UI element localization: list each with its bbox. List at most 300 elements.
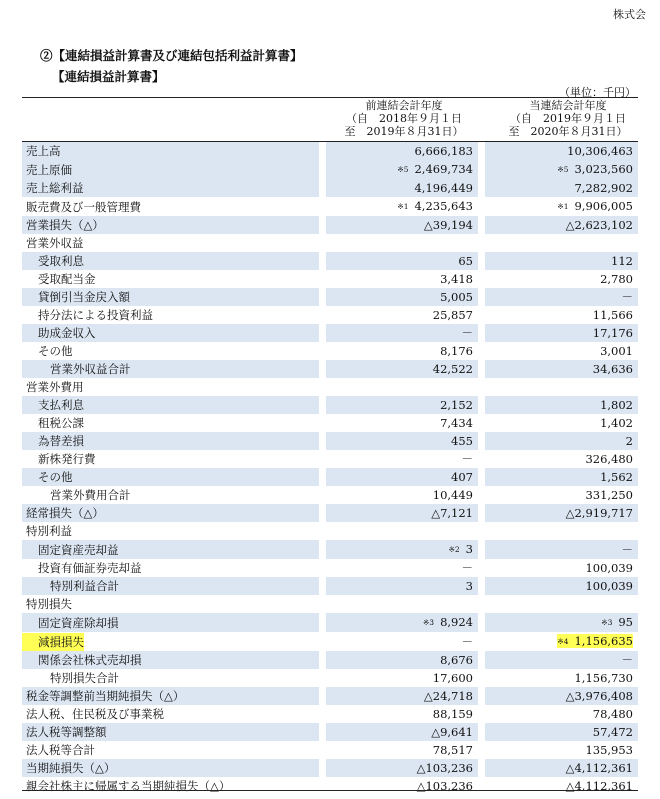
- column-gap: [478, 142, 485, 160]
- table-row: [22, 613, 638, 632]
- row-label-cell: [22, 432, 319, 450]
- column-gap: [478, 468, 485, 486]
- column-gap: [478, 759, 485, 777]
- prev-year-value: 25,857: [432, 308, 473, 322]
- value-wrap: [593, 326, 633, 340]
- value-wrap: [557, 199, 633, 213]
- table-row: [22, 450, 638, 468]
- curr-year-value-cell: [485, 342, 638, 360]
- column-gap: [319, 160, 326, 179]
- table-row: [22, 777, 638, 795]
- value-wrap: [593, 308, 633, 322]
- column-gap: [478, 522, 485, 540]
- row-label-cell: [22, 378, 319, 396]
- curr-year-value: 1,156,730: [574, 671, 633, 685]
- curr-year-value-cell: [485, 197, 638, 216]
- prev-year-value-cell: [326, 432, 478, 450]
- prev-year-value-cell: [326, 414, 478, 432]
- curr-year-value-cell: [485, 777, 638, 795]
- table-row: [22, 705, 638, 723]
- row-label-cell: [22, 160, 319, 179]
- prev-year-value-cell: [326, 741, 478, 759]
- table-row: [22, 396, 638, 414]
- value-wrap: [593, 707, 633, 721]
- row-label-cell: [22, 234, 319, 252]
- column-gap: [319, 651, 326, 669]
- column-gap: [319, 197, 326, 216]
- row-label-cell: [22, 741, 319, 759]
- curr-year-value-cell: [485, 432, 638, 450]
- curr-year-value: －: [621, 653, 633, 667]
- row-label: その他: [38, 344, 73, 358]
- curr-year-value-cell: [485, 577, 638, 595]
- row-label-cell: [22, 651, 319, 669]
- column-gap: [319, 540, 326, 559]
- curr-year-value: 1,802: [600, 398, 633, 412]
- curr-year-value-cell: [485, 468, 638, 486]
- value-wrap: [622, 543, 634, 557]
- footnote-mark: ※4: [557, 637, 569, 646]
- curr-year-value-cell: [485, 160, 638, 179]
- curr-year-value-cell: [485, 324, 638, 342]
- curr-year-value: －: [621, 290, 633, 304]
- column-gap: [319, 234, 326, 252]
- value-wrap: [431, 506, 473, 520]
- prev-year-value-cell: [326, 306, 478, 324]
- prev-year-value: 8,676: [440, 653, 473, 667]
- prev-year-value: －: [461, 634, 473, 649]
- prev-year-value-cell: [326, 522, 478, 540]
- column-gap: [319, 741, 326, 759]
- column-gap: [478, 632, 485, 651]
- curr-year-value-cell: [485, 179, 638, 197]
- value-wrap: [566, 506, 633, 520]
- row-label-cell: [22, 540, 319, 559]
- table-row: [22, 378, 638, 396]
- row-label: 営業損失（△）: [26, 218, 104, 232]
- column-gap: [319, 577, 326, 595]
- column-gap: [478, 450, 485, 468]
- column-gap: [319, 705, 326, 723]
- table-row: [22, 216, 638, 234]
- column-gap: [478, 432, 485, 450]
- prev-year-value-cell: [326, 559, 478, 577]
- value-wrap: [417, 761, 473, 775]
- prev-year-value-cell: [326, 252, 478, 270]
- value-wrap: [433, 488, 473, 502]
- table-row: [22, 288, 638, 306]
- value-wrap: [626, 434, 633, 448]
- table-row: [22, 270, 638, 288]
- column-gap: [319, 142, 326, 160]
- row-label-cell: [22, 342, 319, 360]
- curr-year-value: －: [621, 542, 633, 557]
- prev-year-value: 4,235,643: [414, 199, 473, 213]
- column-gap: [478, 342, 485, 360]
- column-gap: [478, 360, 485, 378]
- prev-year-value-cell: [326, 759, 478, 777]
- value-wrap: [433, 671, 473, 685]
- table-row: [22, 324, 638, 342]
- curr-year-value: 95: [618, 615, 633, 629]
- table-row: [22, 687, 638, 705]
- prev-year-value: －: [461, 561, 473, 575]
- footnote-mark: ※1: [397, 202, 409, 211]
- row-label-cell: [22, 559, 319, 577]
- column-gap: [319, 252, 326, 270]
- column-gap: [478, 160, 485, 179]
- section-title: ②【連結損益計算書及び連結包括利益計算書】: [40, 48, 303, 63]
- curr-year-value-cell: [485, 687, 638, 705]
- column-gap: [319, 306, 326, 324]
- column-gap: [319, 270, 326, 288]
- statement-body: [22, 142, 638, 795]
- row-label: 親会社株主に帰属する当期純損失（△）: [26, 779, 231, 793]
- column-gap: [478, 414, 485, 432]
- table-row: [22, 759, 638, 777]
- row-label-cell: [22, 632, 319, 651]
- column-gap: [478, 179, 485, 197]
- curr-year-value: 1,562: [600, 470, 633, 484]
- curr-year-value-cell: [485, 504, 638, 522]
- prev-year-value-cell: [326, 324, 478, 342]
- curr-year-value-cell: [485, 723, 638, 741]
- row-label-cell: [22, 577, 319, 595]
- value-wrap: [600, 398, 633, 412]
- prev-year-value: △9,641: [431, 725, 473, 739]
- statement-title: 【連結損益計算書】: [52, 69, 165, 84]
- table-row: [22, 651, 638, 669]
- column-gap: [319, 759, 326, 777]
- value-wrap: [462, 561, 474, 575]
- row-label: 営業外費用: [26, 380, 84, 394]
- prev-year-value-cell: [326, 595, 478, 613]
- prev-year-value: 3,418: [440, 272, 473, 286]
- value-wrap: [423, 615, 473, 629]
- column-gap: [478, 486, 485, 504]
- row-label-cell: [22, 216, 319, 234]
- column-gap: [319, 504, 326, 522]
- prev-year-value-cell: [326, 396, 478, 414]
- prev-year-value: △103,236: [416, 761, 473, 775]
- prev-year-value: 65: [458, 254, 473, 268]
- row-label: 受取配当金: [38, 272, 96, 286]
- value-wrap: [566, 218, 633, 232]
- row-label: 販売費及び一般管理費: [26, 199, 141, 214]
- curr-year-value: 1,156,635: [574, 634, 633, 648]
- row-label-cell: [22, 613, 319, 632]
- table-row: [22, 486, 638, 504]
- value-wrap: [451, 434, 473, 448]
- row-label: 固定資産売却益: [38, 542, 119, 557]
- value-wrap: [593, 725, 633, 739]
- row-label: 減損損失: [22, 633, 84, 651]
- column-gap: [319, 216, 326, 234]
- column-gap: [478, 613, 485, 632]
- curr-year-value: 2,780: [600, 272, 633, 286]
- column-gap: [319, 687, 326, 705]
- curr-year-value: 3,023,560: [574, 162, 633, 176]
- curr-year-value: △2,919,717: [565, 506, 633, 520]
- table-row: [22, 432, 638, 450]
- curr-year-value: 7,282,902: [574, 181, 633, 195]
- column-gap: [478, 741, 485, 759]
- curr-year-value-cell: [485, 378, 638, 396]
- value-wrap: [433, 308, 473, 322]
- column-gap: [319, 342, 326, 360]
- prev-year-value-cell: [326, 705, 478, 723]
- curr-year-value: 10,306,463: [567, 144, 633, 158]
- column-gap: [319, 777, 326, 795]
- prev-year-value-cell: [326, 216, 478, 234]
- column-gap: [478, 197, 485, 216]
- curr-year-value: 78,480: [592, 707, 633, 721]
- column-header-prev-year: [328, 99, 480, 138]
- row-label: 助成金収入: [38, 326, 96, 340]
- value-wrap: [440, 290, 473, 304]
- table-row: [22, 741, 638, 759]
- table-row: [22, 342, 638, 360]
- row-label: 法人税、住民税及び事業税: [26, 707, 164, 721]
- table-row: [22, 468, 638, 486]
- prev-year-value: △39,194: [423, 218, 473, 232]
- column-gap: [319, 360, 326, 378]
- row-label: 法人税等調整額: [26, 725, 107, 739]
- footnote-mark: ※3: [423, 618, 435, 627]
- row-label: 売上総利益: [26, 181, 84, 195]
- prev-year-title: 前連結会計年度: [365, 99, 443, 112]
- column-gap: [319, 468, 326, 486]
- curr-year-value: 135,953: [585, 743, 633, 757]
- row-label: 売上高: [26, 144, 61, 158]
- row-label: 投資有価証券売却益: [38, 561, 142, 575]
- value-wrap: [585, 452, 633, 466]
- value-wrap: [585, 561, 633, 575]
- row-label-cell: [22, 270, 319, 288]
- footnote-mark: ※2: [448, 545, 460, 554]
- value-wrap: [466, 579, 473, 593]
- row-label: 特別損失: [26, 597, 72, 611]
- prev-year-value-cell: [326, 504, 478, 522]
- column-gap: [478, 252, 485, 270]
- column-gap: [319, 723, 326, 741]
- value-wrap: [424, 218, 473, 232]
- table-row: [22, 306, 638, 324]
- row-label-cell: [22, 595, 319, 613]
- row-label: 特別利益: [26, 524, 72, 538]
- column-gap: [319, 632, 326, 651]
- column-gap: [478, 540, 485, 559]
- table-row: [22, 252, 638, 270]
- row-label: 営業外収益: [26, 236, 84, 250]
- curr-year-value-cell: [485, 396, 638, 414]
- value-wrap: [414, 144, 473, 158]
- row-label: 固定資産除却損: [38, 615, 119, 630]
- table-row: [22, 142, 638, 160]
- row-label-cell: [22, 197, 319, 216]
- row-label-cell: [22, 705, 319, 723]
- value-wrap: [433, 743, 473, 757]
- curr-year-value: 1,402: [600, 416, 633, 430]
- footnote-mark: ※5: [557, 165, 569, 174]
- curr-year-title: 当連結会計年度: [529, 99, 607, 112]
- value-wrap: [414, 181, 473, 195]
- table-row: [22, 179, 638, 197]
- row-label: 特別利益合計: [50, 579, 119, 593]
- table-row: [22, 723, 638, 741]
- prev-year-value: 10,449: [432, 488, 473, 502]
- column-header-curr-year: [492, 99, 644, 138]
- value-wrap: [440, 398, 473, 412]
- value-wrap: [440, 653, 473, 667]
- row-label-cell: [22, 324, 319, 342]
- row-label-cell: [22, 468, 319, 486]
- prev-year-value-cell: [326, 160, 478, 179]
- value-wrap: [600, 470, 633, 484]
- row-label: 営業外費用合計: [50, 488, 131, 502]
- unit-label: （単位：千円）: [559, 86, 636, 99]
- curr-year-value-cell: [485, 270, 638, 288]
- curr-year-value-cell: [485, 651, 638, 669]
- curr-year-value: 100,039: [585, 561, 633, 575]
- value-wrap: [574, 671, 633, 685]
- value-wrap: [601, 615, 633, 629]
- prev-year-value-cell: [326, 632, 478, 651]
- row-label-cell: [22, 522, 319, 540]
- prev-year-value-cell: [326, 360, 478, 378]
- table-row: [22, 669, 638, 687]
- column-gap: [478, 687, 485, 705]
- table-row: [22, 522, 638, 540]
- column-gap: [319, 450, 326, 468]
- row-label-cell: [22, 669, 319, 687]
- table-row: [22, 577, 638, 595]
- prev-year-value-cell: [326, 723, 478, 741]
- prev-year-value-cell: [326, 197, 478, 216]
- row-label-cell: [22, 504, 319, 522]
- value-wrap: [397, 162, 473, 176]
- column-gap: [319, 613, 326, 632]
- row-label: 受取利息: [38, 254, 84, 268]
- table-row: [22, 414, 638, 432]
- value-wrap: [451, 470, 473, 484]
- column-gap: [478, 324, 485, 342]
- income-statement-table: [22, 142, 638, 795]
- curr-year-value-cell: [485, 669, 638, 687]
- curr-year-value-cell: [485, 142, 638, 160]
- curr-year-value-cell: [485, 522, 638, 540]
- value-wrap: [622, 653, 634, 667]
- curr-year-value-cell: [485, 450, 638, 468]
- prev-year-value: 2,152: [440, 398, 473, 412]
- column-gap: [478, 669, 485, 687]
- prev-year-value-cell: [326, 687, 478, 705]
- column-gap: [319, 378, 326, 396]
- prev-year-value: 455: [451, 434, 473, 448]
- curr-year-value-cell: [485, 252, 638, 270]
- curr-year-value-cell: [485, 741, 638, 759]
- prev-year-value: 2,469,734: [414, 162, 473, 176]
- column-gap: [319, 324, 326, 342]
- row-label: 特別損失合計: [50, 671, 119, 685]
- value-wrap: [440, 272, 473, 286]
- prev-year-value: 17,600: [432, 671, 473, 685]
- curr-year-value-cell: [485, 360, 638, 378]
- table-row: [22, 632, 638, 651]
- curr-year-value: 100,039: [585, 579, 633, 593]
- column-gap: [478, 216, 485, 234]
- curr-year-value-cell: [485, 559, 638, 577]
- value-wrap: [585, 743, 633, 757]
- curr-year-value-cell: [485, 595, 638, 613]
- curr-year-value: △3,976,408: [565, 689, 633, 703]
- value-wrap: [431, 725, 473, 739]
- value-wrap: [611, 254, 633, 268]
- table-row: [22, 559, 638, 577]
- curr-year-value: 112: [611, 254, 633, 268]
- row-label: 租税公課: [38, 416, 84, 430]
- footnote-mark: ※5: [397, 165, 409, 174]
- prev-year-value: 5,005: [440, 290, 473, 304]
- prev-year-value-cell: [326, 234, 478, 252]
- prev-year-value-cell: [326, 142, 478, 160]
- table-row: [22, 234, 638, 252]
- prev-year-value: 407: [451, 470, 473, 484]
- row-label: 持分法による投資利益: [38, 308, 153, 322]
- column-gap: [319, 396, 326, 414]
- prev-year-value-cell: [326, 486, 478, 504]
- prev-year-value-cell: [326, 468, 478, 486]
- column-gap: [319, 414, 326, 432]
- column-gap: [478, 595, 485, 613]
- table-row: [22, 197, 638, 216]
- prev-year-value: △24,718: [423, 689, 473, 703]
- curr-year-value-cell: [485, 632, 638, 651]
- column-gap: [478, 705, 485, 723]
- value-wrap: [585, 488, 633, 502]
- row-label: 税金等調整前当期純損失（△）: [26, 689, 185, 703]
- value-wrap: [622, 290, 634, 304]
- prev-year-from: （自 2018年９月１日: [346, 112, 462, 125]
- value-wrap: [566, 761, 633, 775]
- curr-year-value: △4,112,361: [565, 779, 633, 793]
- table-bottom-rule: [22, 790, 638, 791]
- value-wrap: [600, 416, 633, 430]
- prev-year-value: △7,121: [431, 506, 473, 520]
- value-wrap: [462, 326, 474, 340]
- column-gap: [478, 504, 485, 522]
- row-label: その他: [38, 470, 73, 484]
- value-wrap: [566, 689, 633, 703]
- prev-year-value-cell: [326, 179, 478, 197]
- value-wrap: [397, 199, 473, 213]
- table-row: [22, 160, 638, 179]
- row-label: 営業外収益合計: [50, 362, 131, 376]
- prev-year-value: 3: [465, 579, 473, 593]
- value-wrap: [600, 344, 633, 358]
- table-top-rule: [22, 97, 638, 98]
- table-row: [22, 504, 638, 522]
- prev-year-value-cell: [326, 342, 478, 360]
- prev-year-value: 3: [465, 542, 473, 556]
- column-gap: [478, 378, 485, 396]
- row-label-cell: [22, 414, 319, 432]
- prev-year-value: △103,236: [416, 779, 473, 793]
- value-wrap: [433, 707, 473, 721]
- column-gap: [319, 669, 326, 687]
- column-gap: [319, 595, 326, 613]
- row-label-cell: [22, 252, 319, 270]
